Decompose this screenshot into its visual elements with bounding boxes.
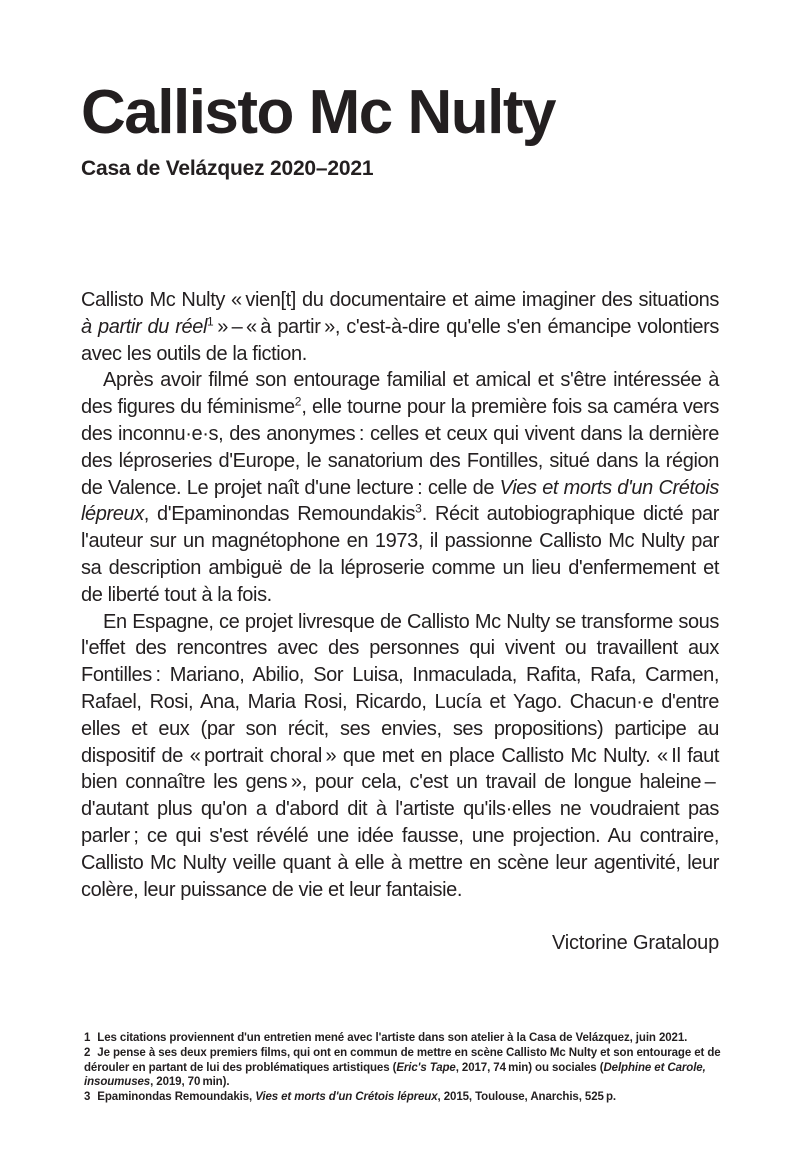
footnotes bbox=[84, 1031, 734, 1105]
footnote bbox=[84, 1046, 734, 1090]
text-run: à partir du réel bbox=[81, 315, 208, 338]
byline: Victorine Grataloup bbox=[551, 932, 719, 955]
text-run: Vies et morts d'un Crétois lépreux bbox=[81, 476, 719, 526]
text-run: Delphine et Carole, insoumuses bbox=[84, 1061, 706, 1089]
text-run: , 2017, 74 min) ou sociales ( bbox=[455, 1061, 604, 1074]
text-run: . Récit autobiographique dicté par l'auteur sur un magnétophone en 1973, il passionne Callisto Mc Nulty par sa description ambiguë de la léproserie comme un lieu d'enfermement et de liberté tout à la fois. bbox=[81, 503, 719, 606]
footnote-reference: 3 bbox=[415, 501, 422, 516]
text-run: Après avoir filmé son entourage familial et amical et s'être intéressée à des figures du féminisme bbox=[81, 369, 719, 419]
page-subtitle: Casa de Velázquez 2020–2021 bbox=[81, 157, 374, 180]
footnote-number: 1 bbox=[84, 1032, 91, 1044]
text-run: , d'Epaminondas Remoundakis bbox=[143, 503, 416, 526]
text-run: Je pense à ses deux premiers films, qui ont en commun de mettre en scène Callisto Mc Nulty et son entourage et de dérouler en partant de lui des problématiques artistiques ( bbox=[84, 1046, 721, 1074]
paragraph bbox=[81, 367, 719, 608]
footnote-number: 3 bbox=[84, 1091, 91, 1104]
page-title: Callisto Mc Nulty bbox=[81, 78, 556, 147]
text-run: » – « à partir », c'est-à-dire qu'elle s'en émancipe volontiers avec les outils de la fiction. bbox=[81, 315, 719, 365]
text-run: Epaminondas Remoundakis, bbox=[97, 1091, 256, 1104]
text-run: Callisto Mc Nulty « vien[t] du documentaire et aime imaginer des situations bbox=[81, 289, 719, 311]
footnote bbox=[84, 1090, 734, 1105]
paragraph bbox=[81, 609, 719, 904]
footnote-number: 2 bbox=[84, 1046, 91, 1059]
footnote-reference: 2 bbox=[294, 394, 302, 409]
footnote-reference: 1 bbox=[207, 314, 214, 329]
paragraph bbox=[81, 287, 719, 367]
text-run: Les citations proviennent d'un entretien mené avec l'artiste dans son atelier à la Casa de Velázquez, juin 2021. bbox=[97, 1032, 688, 1044]
text-run: Vies et morts d'un Crétois lépreux bbox=[255, 1091, 438, 1104]
page-header bbox=[81, 78, 719, 181]
text-run: Eric's Tape bbox=[396, 1061, 456, 1074]
text-run: , 2019, 70 min). bbox=[150, 1076, 230, 1089]
text-run: , elle tourne pour la première fois sa caméra vers des inconnu·e·s, des anonymes : celles et ceux qui vivent dans la dernière des léproseries d'Europe, le sanatorium des Fontilles, situé dans la région de Valence. Le projet naît d'une lecture : celle de bbox=[81, 396, 719, 499]
article-body bbox=[81, 287, 719, 957]
text-run: En Espagne, ce projet livresque de Callisto Mc Nulty se transforme sous l'effet des rencontres avec des personnes qui vivent ou travaillent aux Fontilles : Mariano, Abilio, Sor Luisa, Inmaculada, Rafita, Rafa, Carmen, Rafael, Rosi, Ana, Maria Rosi, Ricardo, Lucía et Yago. Chacun·e d'entre elles et eux (par son récit, ses envies, ses propositions) participe au dispositif de « portrait choral » que met en place Callisto Mc Nulty. « Il faut bien connaître les gens », pour cela, c'est un travail de longue haleine – d'autant plus qu'on a d'abord dit à l'artiste qu'ils·elles ne voudraient pas parler ; ce qui s'est révélé une idée fausse, une projection. Au contraire, Callisto Mc Nulty veille quant à elle à mettre en scène leur agentivité, leur colère, leur puissance de vie et leur fantaisie. bbox=[81, 610, 719, 901]
text-run: , 2015, Toulouse, Anarchis, 525 p. bbox=[437, 1091, 617, 1104]
footnote bbox=[84, 1031, 734, 1046]
